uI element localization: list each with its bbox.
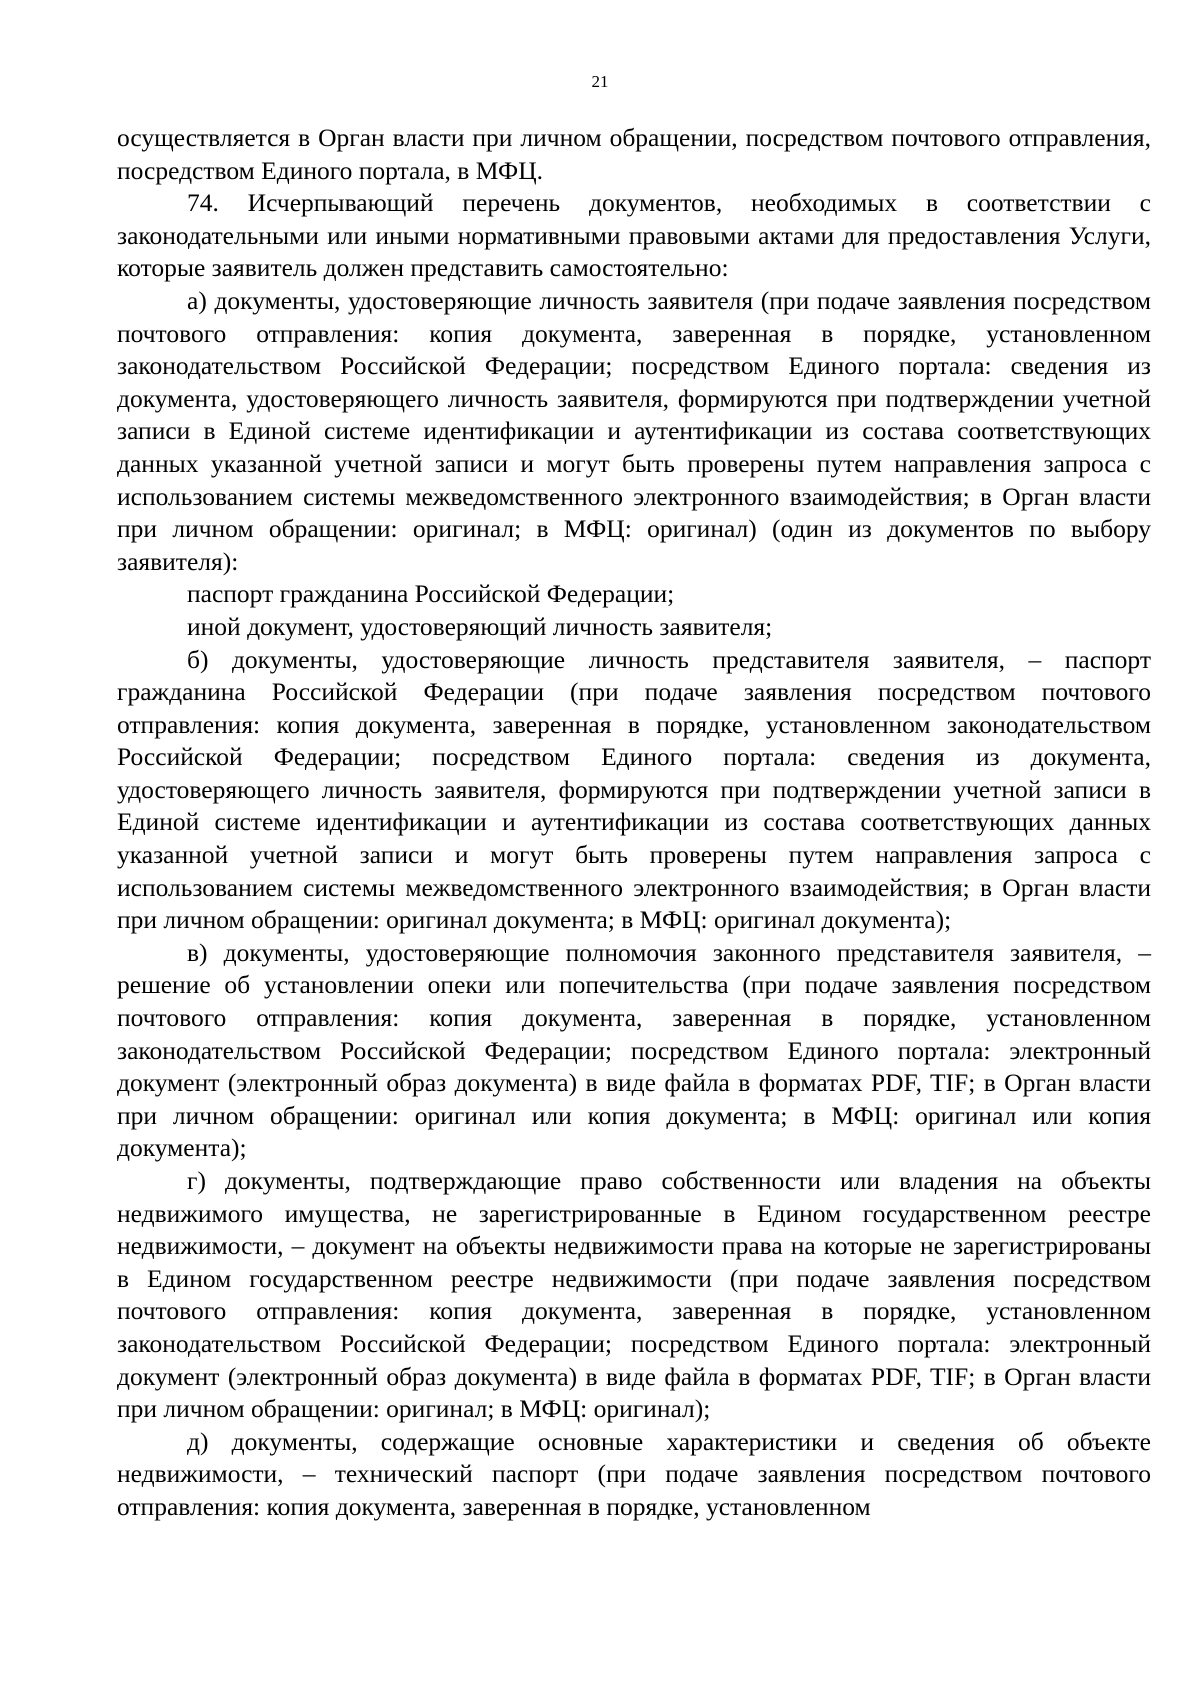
paragraph-item-a: а) документы, удостоверяющие личность заявителя (при подаче заявления посредством почтового отправления: копия документа, заверенная в порядке, установленном законодательством Российской Федерации; посредством Единого портала: сведения из документа, удостоверяющего личность заявителя, формируются при подтверждении учетной записи в Единой системе идентификации и аутентификации из состава соответствующих данных указанной учетной записи и могут быть проверены путем направления запроса с использованием системы межведомственного электронного взаимодействия; в Орган власти при личном обращении: оригинал; в МФЦ: оригинал) (один из документов по выбору заявителя):: [117, 285, 1151, 576]
document-body: [117, 122, 1151, 1524]
paragraph-item-74: 74. Исчерпывающий перечень документов, необходимых в соответствии с законодательными или иными нормативными правовыми актами для предоставления Услуги, которые заявитель должен представить самостоятельно:: [117, 188, 1151, 283]
paragraph-item-b: б) документы, удостоверяющие личность представителя заявителя, – паспорт гражданина Российской Федерации (при подаче заявления посредством почтового отправления: копия документа, заверенная в порядке, установленном законодательством Российской Федерации; посредством Единого портала: сведения из документа, удостоверяющего личность заявителя, формируются при подтверждении учетной записи в Единой системе идентификации и аутентификации из состава соответствующих данных указанной учетной записи и могут быть проверены путем направления запроса с использованием системы межведомственного электронного взаимодействия; в Орган власти при личном обращении: оригинал документа; в МФЦ: оригинал документа);: [117, 644, 1151, 935]
page-number: 21: [591, 72, 609, 91]
paragraph-passport: паспорт гражданина Российской Федерации;: [187, 579, 675, 609]
paragraph-item-v: в) документы, удостоверяющие полномочия законного представителя заявителя, – решение об установлении опеки или попечительства (при подаче заявления посредством почтового отправления: копия документа, заверенная в порядке, установленном законодательством Российской Федерации; посредством Единого портала: электронный документ (электронный образ документа) в виде файла в форматах PDF, TIF; в Орган власти при личном обращении: оригинал или копия документа; в МФЦ: оригинал или копия документа);: [117, 937, 1151, 1163]
paragraph-item-d: д) документы, содержащие основные характеристики и сведения об объекте недвижимости, – технический паспорт (при подаче заявления посредством почтового отправления: копия документа, заверенная в порядке, установленном: [117, 1426, 1151, 1521]
paragraph-other-id: иной документ, удостоверяющий личность заявителя;: [187, 611, 773, 641]
paragraph-continuation: осуществляется в Орган власти при личном обращении, посредством почтового отправления, посредством Единого портала, в МФЦ.: [117, 123, 1151, 185]
paragraph-item-g: г) документы, подтверждающие право собственности или владения на объекты недвижимого имущества, не зарегистрированные в Едином государственном реестре недвижимости, – документ на объекты недвижимости права на которые не зарегистрированы в Едином государственном реестре недвижимости (при подаче заявления посредством почтового отправления: копия документа, заверенная в порядке, установленном законодательством Российской Федерации; посредством Единого портала: электронный документ (электронный образ документа) в виде файла в форматах PDF, TIF; в Орган власти при личном обращении: оригинал; в МФЦ: оригинал);: [117, 1166, 1151, 1424]
